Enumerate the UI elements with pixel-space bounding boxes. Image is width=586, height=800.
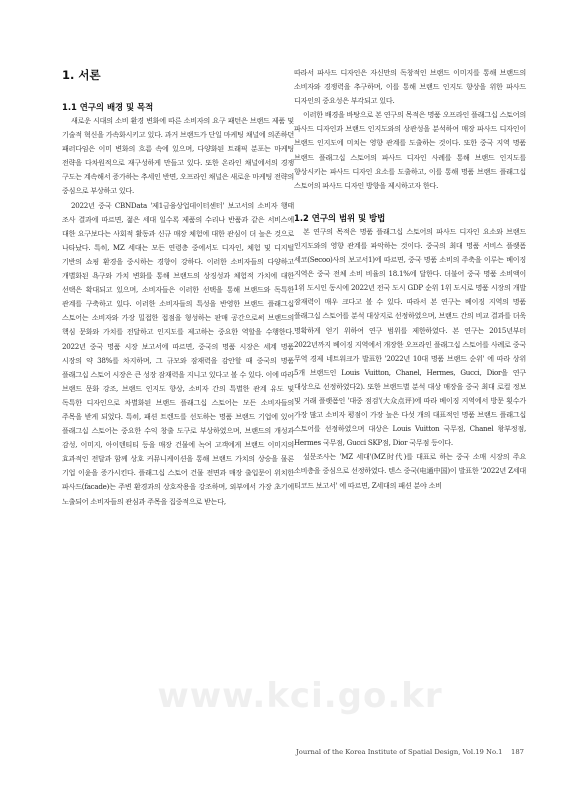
left-paragraph-2: 2022년 중국 CBNData '제1금융상업데이터센터' 보고서의 소비자 행태 조사 결과에 따르면, 젊은 세대 일수록 제품의 수리나 반품과 같은 서비스에 대한 요구보다는 사회적 활동과 신규 매장 체험에 대한 관심이 더 높은 것으로 나타났다. 특히, MZ 세대는 모든 연령층 중에서도 디자인, 체험 및 디지털 기반의 쇼핑 환경을 중시하는 경향이 강하다. 이러한 소비자들의 다양하고 개별화된 욕구와 가치 변화를 통해 브랜드의 상징성과 체험적 가치에 대한 선택은 확대되고 있으며, 소비자들은 이러한 선택을 통해 브랜드와 독특한 관계를 구축하고 있다. 이러한 소비자들의 특성을 반영한 브랜드 플래그십 스토어는 소비자와 가장 밀접한 접점을 형성하는 판매 공간으로써 브랜드의 핵심 문화와 가치를 전달하고 인지도를 제고하는 중요한 역할을 수행한다. 2022년 중국 명품 시장 보고서에 따르면, 중국의 명품 시장은 세계 명품 시장의 약 38%를 차지하며, 그 규모와 잠재력을 감안할 때 중국의 명품 플래그십 스토어 시장은 큰 성장 잠재력을 지니고 있다고 볼 수 있다. 이에 따라 브랜드 문화 강조, 브랜드 인지도 향상, 소비자 간의 특별한 관계 유도 및 독특한 디자인으로 차별화된 브랜드 플래그십 스토어는 모든 소비자들의 주목을 받게 되었다. 특히, 패션 트렌드를 선도하는 명품 브랜드 기업에 있어 플래그십 스토어는 중요한 수익 창출 도구로 부상하였으며, 브랜드의 개성과 감성, 이미지, 아이덴티티 등을 매장 건물에 녹여 고객에게 브랜드 이미지의 효과적인 전달과 함께 상호 커뮤니케이션을 통해 브랜드 가치의 상승을 물론 기업 이윤을 증가시킨다. 플래그십 스토어 건물 전면과 매장 출입문이 위치한 파사드(facade)는 주변 환경과의 상호작용을 강조하며, 외부에서 가장 초기에 노출되어 소비자들의 관심과 주목을 집중적으로 받는다, — [62, 200, 294, 506]
subsection-2-title: 1.2 연구의 범위 및 방법 — [294, 212, 386, 223]
right-paragraph-3: 본 연구의 목적은 명품 플래그십 스토어의 파사드 디자인 요소와 브랜드 인지도와의 영향 관계를 파악하는 것이다. 중국의 최대 명품 서비스 플랫폼 세코(Secoo)사의 보고서1)에 따르면, 중국 명품 소비의 주축을 이루는 베이징 지역은 중국 전체 소비 비율의 18.1%에 달한다. 더불어 중국 명품 소비액이 1위 도시인 동시에 2022년 전국 도시 GDP 순위 1위 도시로 명품 시장의 개발 잠재력이 매우 크다고 볼 수 있다. 따라서 본 연구는 베이징 지역의 명품 플래그십 스토어를 분석 대상지로 선정하였으며, 브랜드 간의 비교 결과를 더욱 명확하게 얻기 위하여 연구 범위를 제한하였다. 본 연구는 2015년부터 2022년까지 베이징 지역에서 개장한 오프라인 플래그십 스토어를 사례로 중국 무역 경제 네트워크가 발표한 '2022년 10대 명품 브랜드 순위' 에 따라 상위 5개 브랜드인 Louis Vuitton, Chanel, Hermes, Gucci, Dior을 연구 대상으로 선정하였다2). 또한 브랜드별 분석 대상 매장을 중국 최대 로컬 정보 및 거래 플랫폼인 '대중 점검'(大众点评)에 따라 베이징 지역에서 방문 횟수가 가장 많고 소비자 평점이 가장 높은 다섯 개의 대표적인 명품 브랜드 플래그십 스토어를 선정하였으며 대상은 Louis Vuitton 국무점, Chanel 왕부정점, Hermes 국무점, Gucci SKP점, Dior 국무점 등이다. — [294, 226, 526, 448]
left-paragraph-1: 새로운 시대의 소비 환경 변화에 따른 소비자의 요구 패턴은 브랜드 제품 및 기술적 혁신을 가속화시키고 있다. 과거 브랜드가 단일 마케팅 채널에 의존하던 패러다임은 이미 변화의 흐름 속에 있으며, 다양화된 트래픽 분포는 마케팅 전략을 다차원적으로 재구성하게 만들고 있다. 또한 온라인 채널에서의 경쟁 구도는 계속해서 증가하는 추세인 반면, 오프라인 채널은 새로운 마케팅 전략의 중심으로 부상하고 있다. — [62, 116, 294, 196]
right-column — [294, 66, 526, 493]
right-paragraph-4: 설문조사는 'MZ 세대'(MZ时代)를 대표로 하는 중국 소매 시장의 주요 소비층을 중심으로 선정하였다. 텐스 중국(电通中国)이 발표한 '2022년 Z세대 티코드 보고서' 에 따르면, Z세대의 패션 분야 소비 — [294, 452, 526, 490]
right-paragraph-1: 따라서 파사드 디자인은 자신만의 독창적인 브랜드 이미지를 통해 브랜드의 소비자와 경쟁력을 추구하며, 이를 통해 브랜드 인지도 향상을 위한 파사드 디자인의 중요성은 부각되고 있다. — [294, 68, 526, 106]
section-title: 1. 서론 — [62, 68, 101, 82]
left-column — [62, 66, 294, 509]
right-paragraph-2: 이러한 배경을 바탕으로 본 연구의 목적은 명품 오프라인 플래그십 스토어의 파사드 디자인과 브랜드 인지도와의 상관성을 분석하여 매장 파사드 디자인이 브랜드 인지도에 미치는 영향 관계를 도출하는 것이다. 또한 중국 지역 명품 브랜드 플래그십 스토어의 파사드 디자인 사례를 통해 브랜드 인지도를 향상시키는 파사드 디자인 요소를 도출하고, 이를 통해 명품 브랜드 플래그십 스토어의 파사드 디자인 방향을 제시하고자 한다. — [294, 110, 526, 190]
watermark: www.kci.go.kr — [157, 676, 443, 716]
journal-name: Journal of the Korea Institute of Spatial Design, Vol.19 No.1 — [296, 748, 503, 756]
page-number: 187 — [511, 748, 524, 756]
spacer — [294, 193, 526, 211]
subsection-1-title: 1.1 연구의 배경 및 목적 — [62, 102, 154, 112]
page-footer — [296, 748, 524, 756]
